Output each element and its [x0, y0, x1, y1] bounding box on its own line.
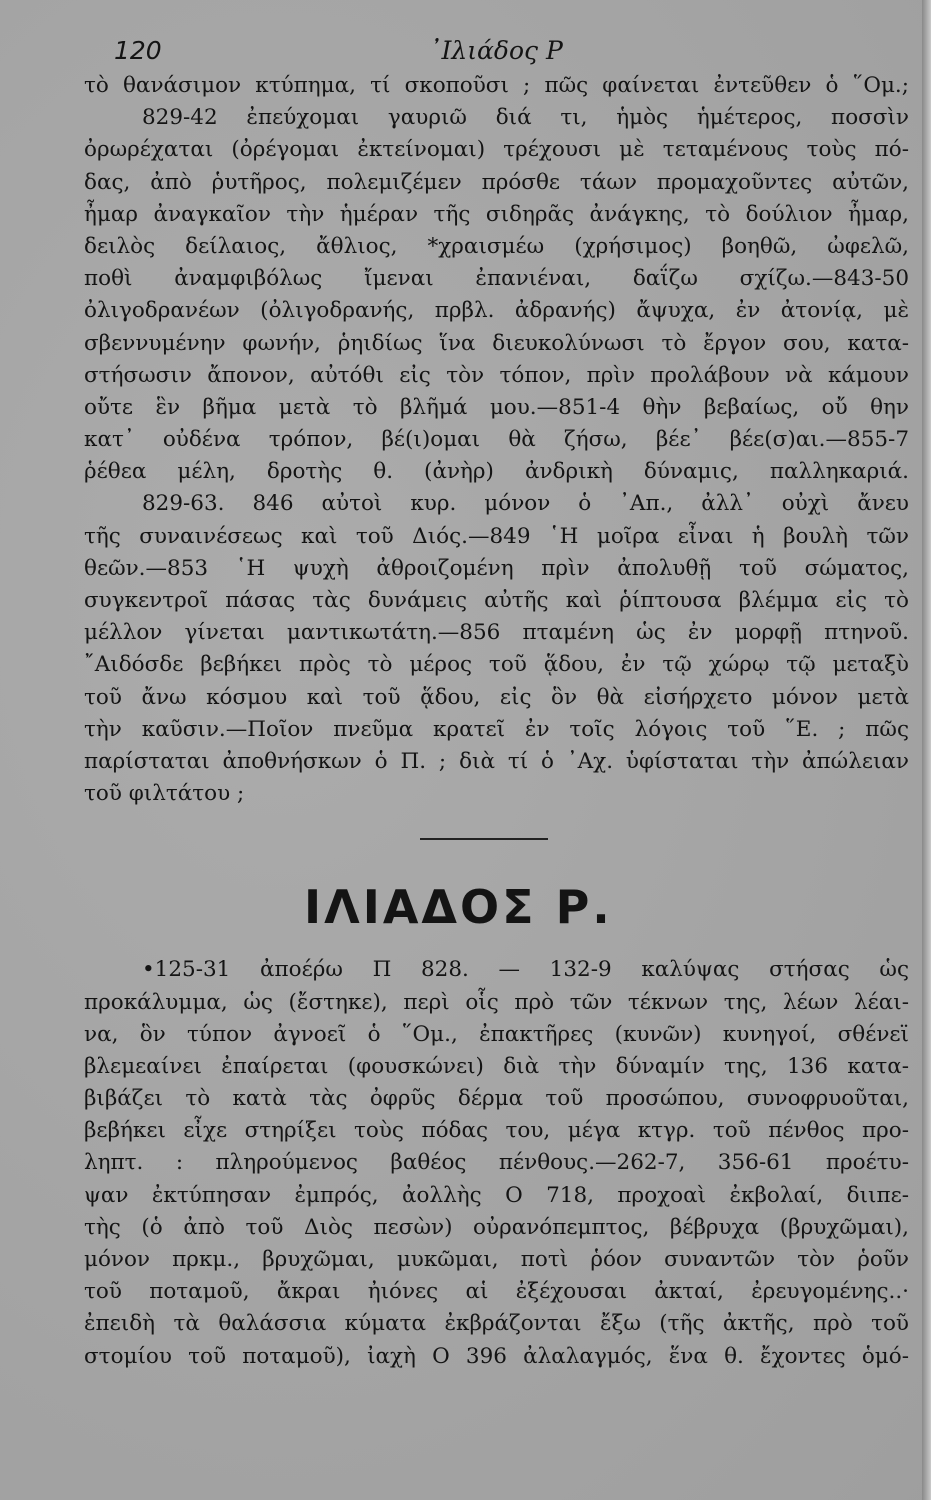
text-line: ἦμαρ ἀναγκαῖον τὴν ἡμέραν τῆς σιδηρᾶς ἀνάγκης, τὸ δούλιον ἦμαρ, — [84, 201, 909, 227]
section-heading: ΙΛΙΑΔΟΣ Ρ. — [304, 880, 613, 935]
text-line: ὀλιγοδρανέων (ὀλιγοδρανής, πρβλ. ἀδρανής) ἄψυχα, ἐν ἀτονίᾳ, μὲ — [84, 298, 909, 324]
text-line: 829-63. 846 αὐτοὶ κυρ. μόνον ὁ ᾽Απ., ἀλλ᾽ οὐχὶ ἄνευ — [142, 491, 909, 517]
text-line: να, ὃν τύπον ἀγνοεῖ ὁ ῞Ομ., ἐπακτῆρες (κυνῶν) κυνηγοί, σθένεϊ — [84, 1021, 909, 1047]
text-line: βιβάζει τὸ κατὰ τὰς ὀφρῦς δέρμα τοῦ προσώπου, συνοφρυοῦται, — [84, 1086, 909, 1112]
text-line: τὴν καῦσιν.—Ποῖον πνεῦμα κρατεῖ ἐν τοῖς λόγοις τοῦ ῞Ε. ; πῶς — [84, 716, 909, 742]
text-line: στομίου τοῦ ποταμοῦ), ἰαχὴ Ο 396 ἀλαλαγμός, ἕνα θ. ἔχοντες ὁμό- — [84, 1343, 909, 1369]
page-number: 120 — [114, 36, 162, 65]
text-line: βεβήκει εἶχε στηρίξει τοὺς πόδας του, μέγα κτγρ. τοῦ πένθος προ- — [84, 1118, 909, 1144]
text-line: συγκεντροῖ πάσας τὰς δυνάμεις αὐτῆς καὶ ῥίπτουσα βλέμμα εἰς τὸ — [84, 588, 909, 613]
running-title: ᾽Ιλιάδος Ρ — [429, 36, 563, 65]
text-line: θεῶν.—853 ῾Η ψυχὴ ἀθροιζομένη πρὶν ἀπολυθῇ τοῦ σώματος, — [84, 555, 909, 581]
page-header — [84, 28, 909, 70]
text-line: βλεμεαίνει ἐπαίρεται (φουσκώνει) διὰ τὴν δύναμίν της, 136 κατα- — [84, 1053, 909, 1079]
text-line: ψαν ἐκτύπησαν ἐμπρός, ἀολλὴς Ο 718, προχοαὶ ἐκβολαί, διιπε- — [84, 1182, 909, 1208]
text-line: •125-31 ἀποέρ́ω Π 828. — 132-9 καλύψας στήσας ὡς — [142, 957, 909, 983]
text-line: 829-42 ἐπεύχομαι γαυριῶ διά τι, ἡμὸς ἡμέτερος, ποσσὶν — [142, 105, 909, 131]
text-line: μόνον πρκμ., βρυχῶμαι, μυκῶμαι, ποτὶ ῥόον συναντῶν τὸν ῥοῦν — [84, 1247, 909, 1272]
text-line: ῎Αιδόσδε βεβήκει πρὸς τὸ μέρος τοῦ ᾅδου, ἐν τῷ χώρῳ τῷ μεταξὺ — [84, 652, 909, 678]
text-line: ἐπειδὴ τὰ θαλάσσια κύματα ἐκβράζονται ἔξω (τῆς ἀκτῆς, πρὸ τοῦ — [84, 1311, 909, 1337]
text-line: ὀρωρέχαται (ὀρέγομαι ἐκτείνομαι) τρέχουσι μὲ τεταμένους τοὺς πό- — [84, 137, 909, 163]
text-line: προκάλυμμα, ὡς (ἔστηκε), περὶ οἷς πρὸ τῶν τέκνων της, λέων λέαι- — [84, 989, 909, 1015]
text-line: ῥέθεα μέλη, δροτὴς θ. (ἀνὴρ) ἀνδρικὴ δύναμις, παλληκαριά. — [84, 459, 909, 485]
text-line: δας, ἀπὸ ῥυτῆρος, πολεμιζέμεν πρόσθε τάων προμαχοῦντες αὐτῶν, — [84, 169, 909, 195]
text-line: τὴς (ὁ ἀπὸ τοῦ Διὸς πεσὼν) οὐρανόπεμπτος, βέβρυχα (βρυχῶμαι), — [84, 1214, 909, 1240]
section-divider — [420, 838, 548, 840]
text-line: ποθὶ ἀναμφιβόλως ἴμεναι ἐπανιέναι, δαΐζω σχίζω.—843-50 — [84, 266, 909, 292]
text-line: οὔτε ἓν βῆμα μετὰ τὸ βλῆμά μου.—851-4 θὴν βεβαίως, οὔ θην — [84, 394, 909, 420]
text-line: ληπτ. : πληρούμενος βαθέος πένθους.—262-7, 356-61 προέτυ- — [84, 1150, 909, 1176]
text-line: δειλὸς δείλαιος, ἄθλιος, *χραισμέω (χρήσιμος) βοηθῶ, ὠφελῶ, — [84, 233, 909, 259]
commentary-book-r — [84, 954, 909, 1372]
text-line: στήσωσιν ἄπονον, αὐτόθι εἰς τὸν τόπον, πρὶν προλάβουν νὰ κάμουν — [84, 362, 909, 388]
text-line: μέλλον γίνεται μαντικωτάτη.—856 πταμένη ὡς ἐν μορφῇ πτηνοῦ. — [84, 620, 909, 646]
text-line: τὸ θανάσιμον κτύπημα, τί σκοποῦσι ; πῶς φαίνεται ἐντεῦθεν ὁ ῞Ομ.; — [84, 73, 909, 98]
text-line: τοῦ φιλτάτου ; — [84, 781, 245, 807]
text-line: παρίσταται ἀποθνήσκων ὁ Π. ; διὰ τί ὁ ᾽Αχ. ὑφίσταται τὴν ἀπώλειαν — [84, 748, 909, 774]
text-line: τῆς συναινέσεως καὶ τοῦ Διός.—849 ῾Η μοῖρα εἶναι ἡ βουλὴ τῶν — [84, 523, 909, 549]
page-edge — [922, 0, 931, 1500]
text-line: τοῦ ἄνω κόσμου καὶ τοῦ ᾅδου, εἰς ὃν θὰ εἰσήρχετο μόνον μετὰ — [84, 684, 909, 710]
text-line: τοῦ ποταμοῦ, ἄκραι ἠιόνες αἱ ἐξέχουσαι ἀκταί, ἐρευγομένης..· — [84, 1279, 909, 1305]
text-line: σβεννυμένην φωνήν, ῥηιδίως ἵνα διευκολύνωσι τὸ ἔργον σου, κατα- — [84, 330, 909, 356]
commentary-book-p — [84, 70, 909, 810]
text-line: κατ᾽ οὐδένα τρόπον, βέ(ι)ομαι θὰ ζήσω, βέε᾽ βέε(σ)αι.—855-7 — [84, 427, 909, 453]
